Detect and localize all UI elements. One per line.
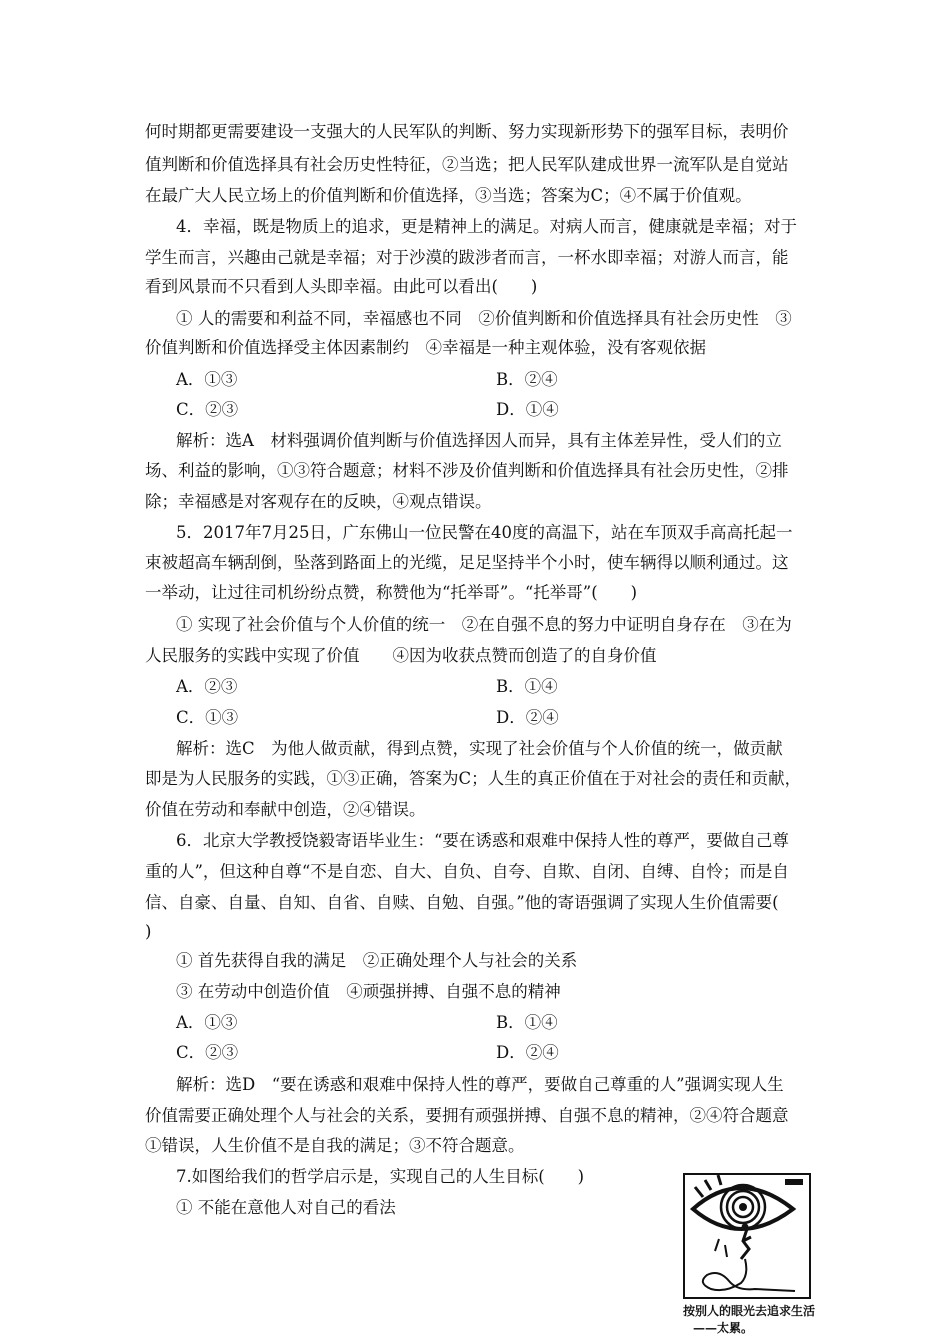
cartoon-eye-illustration (683, 1173, 811, 1299)
question-4-option-c: C．②③ (176, 400, 239, 419)
question-6-analysis: 解析：选D “要在诱惑和艰难中保持人性的尊严，要做自己尊重的人”强调实现人生 (176, 1075, 784, 1094)
question-5-stem: 一举动，让过往司机纷纷点赞，称赞他为“托举哥”。“托举哥”( ) (145, 583, 638, 602)
question-4-option-d: D．①④ (496, 400, 559, 419)
text-line: 值判断和价值选择具有社会历史性特征，②当选；把人民军队建成世界一流军队是自觉站 (145, 155, 789, 174)
question-5-stem: 束被超高车辆刮倒，坠落到路面上的光缆，足足坚持半个小时，使车辆得以顺利通过。这 (145, 553, 789, 572)
question-5-stem: 5．2017年7月25日，广东佛山一位民警在40度的高温下，站在车顶双手高高托起一 (176, 523, 793, 542)
question-6-option-b: B．①④ (496, 1013, 558, 1032)
question-6-stem: 重的人”，但这种自尊“不是自恋、自大、自负、自夸、自欺、自闭、自缚、自怜；而是自 (145, 862, 789, 881)
question-5-item: ① 实现了社会价值与个人价值的统一 ②在自强不息的努力中证明自身存在 ③在为 (176, 615, 792, 634)
question-4-analysis: 除；幸福感是对客观存在的反映，④观点错误。 (145, 492, 492, 511)
question-4-stem: 看到风景而不只看到人头即幸福。由此可以看出( ) (145, 277, 538, 296)
text-line: 在最广大人民立场上的价值判断和价值选择，③当选；答案为C；④不属于价值观。 (145, 186, 752, 205)
question-4-item: 价值判断和价值选择受主体因素制约 ④幸福是一种主观体验，没有客观依据 (145, 338, 706, 357)
cartoon-figure (683, 1173, 816, 1339)
question-6-option-a: A．①③ (176, 1013, 238, 1032)
question-6-item: ① 首先获得自我的满足 ②正确处理个人与社会的关系 (176, 951, 578, 970)
question-5-analysis: 解析：选C 为他人做贡献，得到点赞，实现了社会价值与个人价值的统一，做贡献 (176, 739, 783, 758)
question-6-stem: ) (145, 922, 152, 941)
question-4-analysis: 解析：选A 材料强调价值判断与价值选择因人而异，具有主体差异性，受人们的立 (176, 431, 782, 450)
question-5-option-b: B．①④ (496, 677, 558, 696)
question-7-item: ① 不能在意他人对自己的看法 (176, 1198, 396, 1217)
eye-drawing (685, 1175, 809, 1297)
question-5-option-d: D．②④ (496, 708, 559, 727)
question-5-item: 人民服务的实践中实现了价值 ④因为收获点赞而创造了的自身价值 (145, 646, 657, 665)
question-6-option-d: D．②④ (496, 1043, 559, 1062)
text-line: 何时期都更需要建设一支强大的人民军队的判断、努力实现新形势下的强军目标，表明价 (145, 122, 789, 141)
question-5-option-a: A．②③ (176, 677, 238, 696)
question-4-option-a: A．①③ (176, 370, 238, 389)
question-5-analysis: 即是为人民服务的实践，①③正确，答案为C；人生的真正价值在于对社会的责任和贡献， (145, 769, 802, 788)
question-7-stem: 7.如图给我们的哲学启示是，实现自己的人生目标( ) (176, 1167, 585, 1186)
question-6-stem: 信、自豪、自量、自知、自省、自赎、自勉、自强。”他的寄语强调了实现人生价值需要( (145, 893, 779, 912)
question-6-option-c: C．②③ (176, 1043, 239, 1062)
question-6-stem: 6．北京大学教授饶毅寄语毕业生：“要在诱惑和艰难中保持人性的尊严，要做自己尊 (176, 831, 789, 850)
question-4-stem: 4．幸福，既是物质上的追求，更是精神上的满足。对病人而言，健康就是幸福；对于 (176, 217, 797, 236)
question-4-analysis: 场、利益的影响，①③符合题意；材料不涉及价值判断和价值选择具有社会历史性，②排 (145, 461, 789, 480)
question-6-analysis: ①错误，人生价值不是自我的满足；③不符合题意。 (145, 1136, 525, 1155)
cartoon-caption: 按别人的眼光去追求生活 (683, 1304, 816, 1318)
cartoon-caption: ——太累。 (693, 1321, 754, 1335)
question-6-item: ③ 在劳动中创造价值 ④顽强拼搏、自强不息的精神 (176, 982, 561, 1001)
question-4-stem: 学生而言，兴趣由己就是幸福；对于沙漠的跋涉者而言，一杯水即幸福；对游人而言，能 (145, 248, 789, 267)
question-5-analysis: 价值在劳动和奉献中创造，②④错误。 (145, 800, 426, 819)
question-4-item: ① 人的需要和利益不同，幸福感也不同 ②价值判断和价值选择具有社会历史性 ③ (176, 309, 792, 328)
question-6-analysis: 价值需要正确处理个人与社会的关系，要拥有顽强拼搏、自强不息的精神，②④符合题意 (145, 1106, 789, 1125)
question-4-option-b: B．②④ (496, 370, 558, 389)
question-5-option-c: C．①③ (176, 708, 239, 727)
